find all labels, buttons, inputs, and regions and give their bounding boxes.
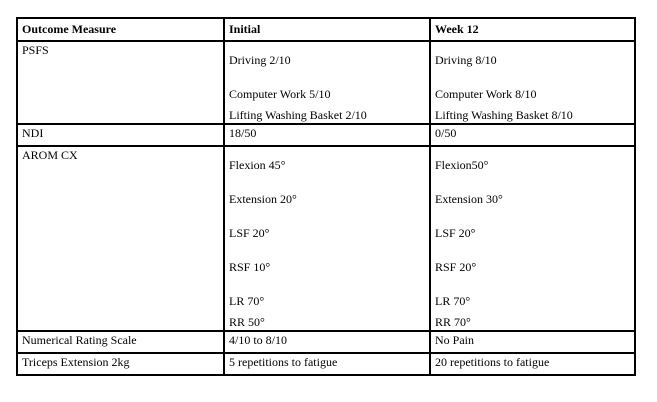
ndi-week12: 0/50	[430, 124, 635, 146]
triceps-week12: 20 repetitions to fatigue	[430, 353, 635, 375]
triceps-initial: 5 repetitions to fatigue	[224, 353, 430, 375]
psfs-initial-computer-work: Computer Work 5/10	[229, 87, 331, 101]
arom-initial-rsf: RSF 10°	[229, 260, 271, 274]
psfs-label: PSFS	[17, 41, 224, 124]
arom-week12-rr: RR 70°	[435, 315, 471, 329]
nrs-week12: No Pain	[430, 331, 635, 353]
psfs-initial	[224, 41, 430, 124]
arom-initial-lsf: LSF 20°	[229, 226, 270, 240]
header-initial: Initial	[224, 18, 430, 41]
triceps-label: Triceps Extension 2kg	[17, 353, 224, 375]
table-row-nrs	[17, 331, 635, 353]
psfs-initial-lifting: Lifting Washing Basket 2/10	[229, 108, 367, 122]
nrs-label: Numerical Rating Scale	[17, 331, 224, 353]
nrs-initial: 4/10 to 8/10	[224, 331, 430, 353]
arom-week12-extension: Extension 30°	[435, 192, 503, 206]
psfs-week12-driving: Driving 8/10	[435, 53, 497, 67]
arom-label: AROM CX	[17, 146, 224, 331]
arom-initial-rr: RR 50°	[229, 315, 265, 329]
arom-week12	[430, 146, 635, 331]
arom-week12-lr: LR 70°	[435, 294, 471, 308]
arom-initial-extension: Extension 20°	[229, 192, 297, 206]
outcome-measures-table	[16, 17, 636, 376]
table-row-psfs	[17, 41, 635, 124]
psfs-week12-lifting: Lifting Washing Basket 8/10	[435, 108, 573, 122]
header-outcome-measure: Outcome Measure	[17, 18, 224, 41]
header-week-12: Week 12	[430, 18, 635, 41]
arom-week12-rsf: RSF 20°	[435, 260, 477, 274]
table-row-arom	[17, 146, 635, 331]
arom-week12-flexion: Flexion50°	[435, 158, 489, 172]
ndi-label: NDI	[17, 124, 224, 146]
arom-initial-flexion: Flexion 45°	[229, 158, 286, 172]
header-row	[17, 18, 635, 41]
psfs-week12	[430, 41, 635, 124]
table-row-ndi	[17, 124, 635, 146]
psfs-week12-computer-work: Computer Work 8/10	[435, 87, 537, 101]
arom-initial	[224, 146, 430, 331]
ndi-initial: 18/50	[224, 124, 430, 146]
arom-initial-lr: LR 70°	[229, 294, 265, 308]
arom-week12-lsf: LSF 20°	[435, 226, 476, 240]
table-row-triceps	[17, 353, 635, 375]
psfs-initial-driving: Driving 2/10	[229, 53, 291, 67]
